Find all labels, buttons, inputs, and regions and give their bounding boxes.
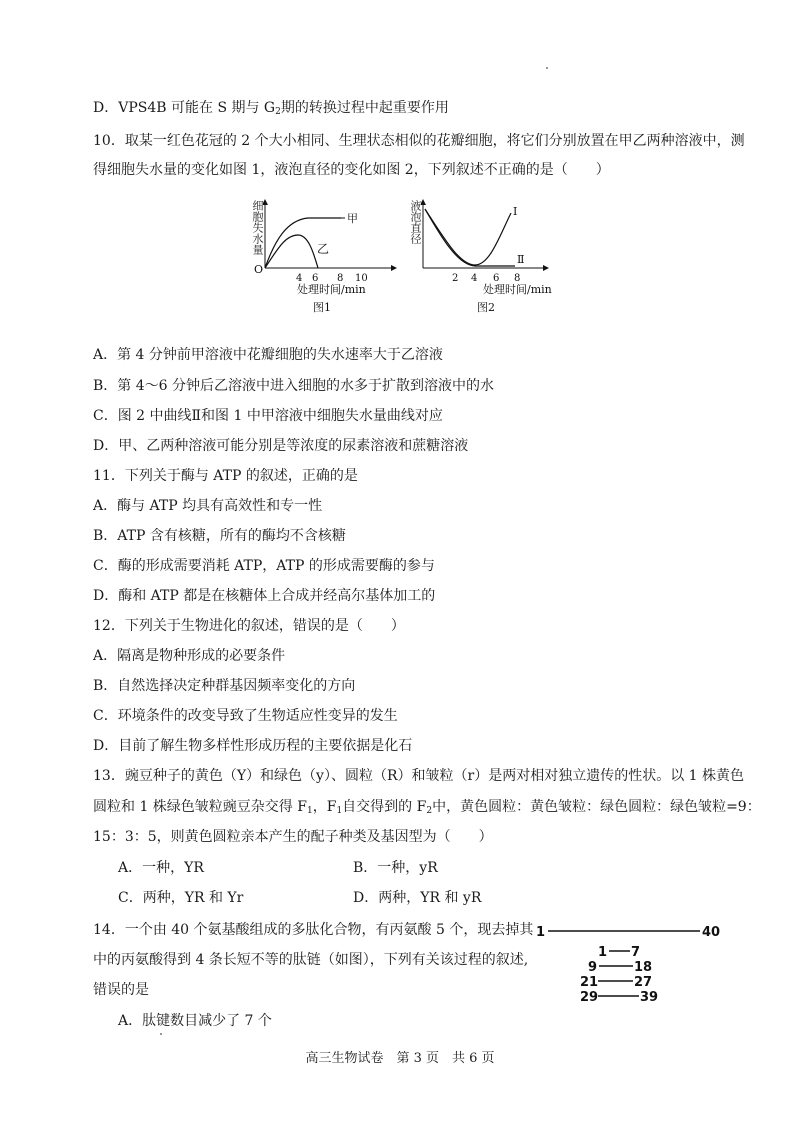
q10-option-b: B．第 4～6 分钟后乙溶液中进入细胞的水多于扩散到溶液中的水 — [93, 378, 495, 394]
q14-stem-line3: 错误的是 — [93, 982, 149, 998]
fig1-caption: 图1 — [313, 301, 331, 314]
q9-option-d: D．VPS4B 可能在 S 期与 $G_2$期的转换过程中起重要作用 — [93, 100, 449, 117]
fig1-x-label: 处理时间/min — [297, 283, 366, 296]
fig2-curve-1-label: I — [513, 205, 518, 218]
figure-1-water-loss-graph — [245, 195, 405, 320]
scan-speck — [160, 1033, 162, 1035]
q10-option-c: C．图 2 中曲线Ⅱ和图 1 中甲溶液中细胞失水量曲线对应 — [93, 408, 443, 424]
q12-option-d: D．目前了解生物多样性形成历程的主要依据是化石 — [93, 738, 413, 754]
fig1-y-label-vertical: 细胞失水量 — [251, 200, 264, 255]
chain-4-end: 39 — [640, 990, 659, 1005]
chain-4-start: 29 — [580, 990, 599, 1005]
fig1-xtick-10: 10 — [355, 273, 368, 284]
q11-option-a: A．酶与 ATP 均具有高效性和专一性 — [93, 498, 323, 514]
q14-option-a: A．肽键数目减少了 7 个 — [118, 1013, 272, 1029]
chain-2-start: 9 — [588, 960, 598, 975]
q14-stem-line1: 14．一个由 40 个氨基酸组成的多肽化合物，有丙氨酸 5 个，现去掉其 — [93, 922, 534, 938]
fig2-xtick-8: 8 — [514, 273, 521, 284]
fig2-curve-2 — [425, 209, 515, 266]
q11-option-d: D．酶和 ATP 都是在核糖体上合成并经高尔基体加工的 — [93, 588, 436, 604]
q14-stem-line2: 中的丙氨酸得到 4 条长短不等的肽链（如图），下列有关该过程的叙述, — [93, 952, 529, 968]
fig2-curve-2-label: Ⅱ — [517, 253, 525, 266]
fig1-x-arrow — [391, 265, 397, 271]
chain-1-end: 7 — [631, 945, 641, 960]
chain-3-start: 21 — [580, 975, 599, 990]
scan-speck — [546, 67, 548, 69]
peptide-chain-diagram — [530, 918, 730, 1008]
q13-stem-line1: 13．豌豆种子的黄色（Y）和绿色（y）、圆粒（R）和皱粒（r）是两对相对独立遗传的性状。以 1 株黄色 — [93, 768, 745, 784]
fig2-caption: 图2 — [477, 301, 495, 314]
fig2-xtick-6: 6 — [493, 273, 500, 284]
q10-stem-line1: 10．取某一红色花冠的 2 个大小相同、生理状态相似的花瓣细胞，将它们分别放置在甲乙两种溶液中，测 — [93, 133, 745, 149]
fig1-curve-jia-label: 甲 — [347, 212, 358, 225]
figure-2-vacuole-diameter-graph — [405, 195, 565, 320]
fig2-y-label-vertical: 液泡直径 — [409, 200, 422, 244]
fig1-xtick-4: 4 — [296, 273, 303, 284]
full-chain-start: 1 — [536, 925, 546, 940]
q12-option-b: B．自然选择决定种群基因频率变化的方向 — [93, 678, 356, 694]
q13-option-a: A．一种，YR — [118, 860, 204, 876]
fig2-x-label: 处理时间/min — [483, 283, 552, 296]
q10-stem-line2: 得细胞失水量的变化如图 1，液泡直径的变化如图 2，下列叙述不正确的是（ ） — [93, 162, 610, 178]
q13-option-c: C．两种，YR 和 Yr — [118, 890, 244, 906]
q11-option-b: B．ATP 含有核糖，所有的酶均不含核糖 — [93, 528, 346, 544]
q13-option-b: B．一种，yR — [353, 860, 438, 876]
chain-3-end: 27 — [634, 975, 653, 990]
q13-stem-line2: 圆粒和 1 株绿色皱粒豌豆杂交得 $F_1$，$F_1$自交得到的 $F_2$中，黄色圆粒：黄色皱粒：绿色圆粒：绿色皱粒=9： — [93, 799, 761, 816]
fig1-curve-jia — [265, 218, 341, 268]
q13-stem-line3: 15：3：5，则黄色圆粒亲本产生的配子种类及基因型为（ ） — [93, 829, 493, 845]
fig1-curve-yi — [265, 235, 318, 268]
fig1-origin: O — [254, 263, 264, 276]
q10-option-d: D．甲、乙两种溶液可能分别是等浓度的尿素溶液和蔗糖溶液 — [93, 438, 469, 454]
fig1-curve-yi-label: 乙 — [317, 242, 330, 256]
chain-1-start: 1 — [598, 945, 608, 960]
fig1-xtick-6: 6 — [312, 273, 319, 284]
fig2-x-arrow — [543, 265, 549, 271]
fig2-curve-1 — [425, 209, 511, 265]
full-chain-end: 40 — [702, 925, 721, 940]
q13-option-d: D．两种，YR 和 yR — [353, 890, 482, 906]
chain-2-end: 18 — [634, 960, 653, 975]
q11-stem: 11．下列关于酶与 ATP 的叙述，正确的是 — [93, 468, 358, 484]
q11-option-c: C．酶的形成需要消耗 ATP，ATP 的形成需要酶的参与 — [93, 558, 435, 574]
page-footer: 高三生物试卷 第 3 页 共 6 页 — [305, 1051, 495, 1066]
q12-stem: 12．下列关于生物进化的叙述，错误的是（ ） — [93, 618, 405, 634]
fig2-xtick-4: 4 — [471, 273, 478, 284]
q12-option-a: A．隔离是物种形成的必要条件 — [93, 648, 286, 664]
q12-option-c: C．环境条件的改变导致了生物适应性变异的发生 — [93, 708, 398, 724]
fig2-xtick-2: 2 — [452, 273, 459, 284]
q10-option-a: A．第 4 分钟前甲溶液中花瓣细胞的失水速率大于乙溶液 — [93, 347, 443, 363]
fig1-xtick-8: 8 — [337, 273, 344, 284]
